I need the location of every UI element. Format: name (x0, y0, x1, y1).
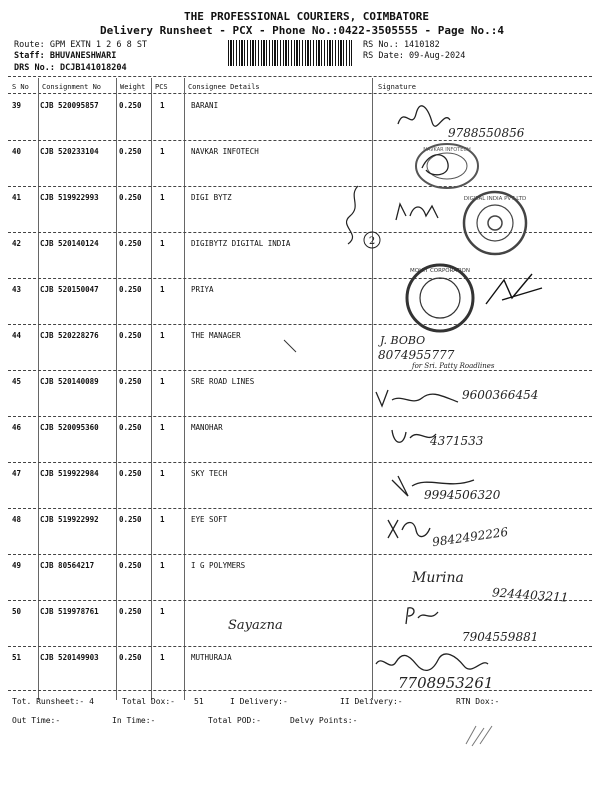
row-consignee: DIGI BYTZ (191, 193, 232, 202)
row-weight: 0.250 (119, 331, 142, 340)
barcode (228, 40, 352, 66)
row-consignee: THE MANAGER (191, 331, 241, 340)
signature-text: J. BOBO (380, 334, 426, 347)
table-bottom-divider (8, 690, 592, 691)
row-pcs: 1 (160, 561, 165, 570)
row-pcs: 1 (160, 653, 165, 662)
table-top-divider (8, 76, 592, 77)
row-weight: 0.250 (119, 561, 142, 570)
header-divider (8, 93, 592, 94)
row-consignment: CJB 520150047 (40, 285, 99, 294)
col-pcs: PCS (155, 83, 168, 91)
row-pcs: 1 (160, 331, 165, 340)
row-consignee: NAVKAR INFOTECH (191, 147, 259, 156)
row-sno: 49 (12, 561, 22, 570)
row-weight: 0.250 (119, 607, 142, 616)
row-sno: 39 (12, 101, 22, 110)
col-consignment: Consignment No (42, 83, 102, 91)
row-consignment: CJB 520140124 (40, 239, 99, 248)
row-weight: 0.250 (119, 193, 142, 202)
col-weight: Weight (120, 83, 146, 91)
row-sno: 41 (12, 193, 22, 202)
row-sno: 50 (12, 607, 22, 616)
ii-delivery: II Delivery:- (340, 697, 403, 706)
signature-scribble (482, 270, 552, 310)
row-sno: 42 (12, 239, 22, 248)
company-stamp (460, 188, 530, 258)
drs-number: DRS No.: DCJB141018204 (14, 63, 127, 73)
signature-name: Sayazna (228, 618, 283, 633)
signature-name: Murina (412, 570, 464, 586)
signature-phone: 9244403211 (491, 585, 569, 605)
row-consignee: EYE SOFT (191, 515, 228, 524)
col-signature: Signature (378, 83, 416, 91)
stamp-text: DIGITAL INDIA PVT LTD (463, 196, 527, 202)
row-divider (8, 462, 592, 463)
pen-mark (462, 720, 502, 750)
out-time: Out Time:- (12, 716, 61, 725)
row-consignee: I G POLYMERS (191, 561, 246, 570)
row-sno: 43 (12, 285, 22, 294)
row-consignee: DIGIBYTZ DIGITAL INDIA (191, 239, 291, 248)
row-consignee: SRE ROAD LINES (191, 377, 255, 386)
stamp-text: NAVKAR INFOTECH (423, 147, 471, 153)
stamp-text: MOHIT CORPORATION (410, 268, 470, 274)
signature-scribble (418, 148, 458, 178)
row-divider (8, 554, 592, 555)
svg-text:2: 2 (368, 236, 376, 247)
signature-phone: 8074955777 (378, 348, 455, 362)
signature-scribble (392, 198, 452, 226)
row-weight: 0.250 (119, 423, 142, 432)
row-pcs: 1 (160, 147, 165, 156)
signature-scribble (402, 604, 442, 626)
row-divider (8, 324, 592, 325)
row-consignment: CJB 80564217 (40, 561, 95, 570)
row-consignment: CJB 520149903 (40, 653, 99, 662)
row-consignee: MUTHURAJA (191, 653, 232, 662)
tot-runsheet: Tot. Runsheet:- 4 (12, 697, 94, 706)
rtn-dox: RTN Dox:- (456, 697, 500, 706)
row-consignment: CJB 520233104 (40, 147, 99, 156)
row-weight: 0.250 (119, 515, 142, 524)
signature-phone: 9994506320 (424, 488, 501, 502)
row-consignment: CJB 520140089 (40, 377, 99, 386)
signature-scribble (394, 102, 454, 132)
row-sno: 48 (12, 515, 22, 524)
delvy-points: Delvy Points:- (290, 716, 358, 725)
company-name: THE PROFESSIONAL COURIERS, COIMBATORE (184, 10, 430, 23)
row-weight: 0.250 (119, 469, 142, 478)
total-pod: Total POD:- (208, 716, 261, 725)
row-weight: 0.250 (119, 239, 142, 248)
signature-phone: 4371533 (430, 434, 484, 448)
row-consignee: SKY TECH (191, 469, 228, 478)
company-stamp (400, 262, 480, 334)
row-consignment: CJB 519922993 (40, 193, 99, 202)
row-weight: 0.250 (119, 285, 142, 294)
route-label: Route: GPM EXTN 1 2 6 8 ST (14, 40, 148, 50)
signature-text: for Sri. Patty Roadlines (412, 362, 495, 370)
row-consignee: BARANI (191, 101, 219, 110)
row-pcs: 1 (160, 285, 165, 294)
col-separator (38, 78, 39, 700)
total-dox-label: Total Dox:- (122, 697, 175, 706)
pen-mark (280, 336, 304, 356)
signature-phone: 7904559881 (462, 630, 539, 644)
in-time: In Time:- (112, 716, 156, 725)
col-separator (151, 78, 152, 700)
rs-number: RS No.: 1410182 (363, 40, 440, 50)
signature-scribble (372, 650, 492, 676)
row-sno: 40 (12, 147, 22, 156)
row-sno: 44 (12, 331, 22, 340)
row-consignment: CJB 520095857 (40, 101, 99, 110)
row-consignment: CJB 520095360 (40, 423, 99, 432)
row-sno: 46 (12, 423, 22, 432)
row-pcs: 1 (160, 193, 165, 202)
row-pcs: 1 (160, 469, 165, 478)
rs-date: RS Date: 09-Aug-2024 (363, 51, 466, 61)
row-consignment: CJB 519922984 (40, 469, 99, 478)
circle-mark (362, 230, 382, 250)
row-weight: 0.250 (119, 147, 142, 156)
col-consignee: Consignee Details (188, 83, 260, 91)
row-pcs: 1 (160, 607, 165, 616)
row-sno: 47 (12, 469, 22, 478)
row-consignee: MANOHAR (191, 423, 223, 432)
row-sno: 45 (12, 377, 22, 386)
row-pcs: 1 (160, 423, 165, 432)
staff-label: Staff: BHUVANESHWARI (14, 51, 117, 61)
row-divider (8, 508, 592, 509)
row-consignee: PRIYA (191, 285, 214, 294)
row-divider (8, 646, 592, 647)
signature-scribble (384, 516, 434, 542)
row-pcs: 1 (160, 101, 165, 110)
signature-phone: 9842492226 (431, 524, 509, 550)
row-divider (8, 416, 592, 417)
row-divider (8, 370, 592, 371)
row-weight: 0.250 (119, 377, 142, 386)
signature-scribble (372, 386, 462, 410)
col-sno: S No (12, 83, 29, 91)
total-dox-value: 51 (194, 697, 204, 706)
signature-phone: 9788550856 (448, 126, 525, 140)
row-pcs: 1 (160, 515, 165, 524)
row-consignment: CJB 519978761 (40, 607, 99, 616)
row-consignment: CJB 519922992 (40, 515, 99, 524)
col-separator (116, 78, 117, 700)
col-separator (184, 78, 185, 700)
row-divider (8, 140, 592, 141)
row-divider (8, 186, 592, 187)
runsheet-subtitle: Delivery Runsheet - PCX - Phone No.:0422-3505555 - Page No.:4 (100, 24, 504, 37)
row-weight: 0.250 (119, 101, 142, 110)
signature-phone: 7708953261 (398, 674, 494, 692)
i-delivery: I Delivery:- (230, 697, 288, 706)
row-pcs: 1 (160, 377, 165, 386)
row-sno: 51 (12, 653, 22, 662)
row-consignment: CJB 520228276 (40, 331, 99, 340)
row-pcs: 1 (160, 239, 165, 248)
signature-phone: 9600366454 (462, 388, 539, 402)
row-weight: 0.250 (119, 653, 142, 662)
